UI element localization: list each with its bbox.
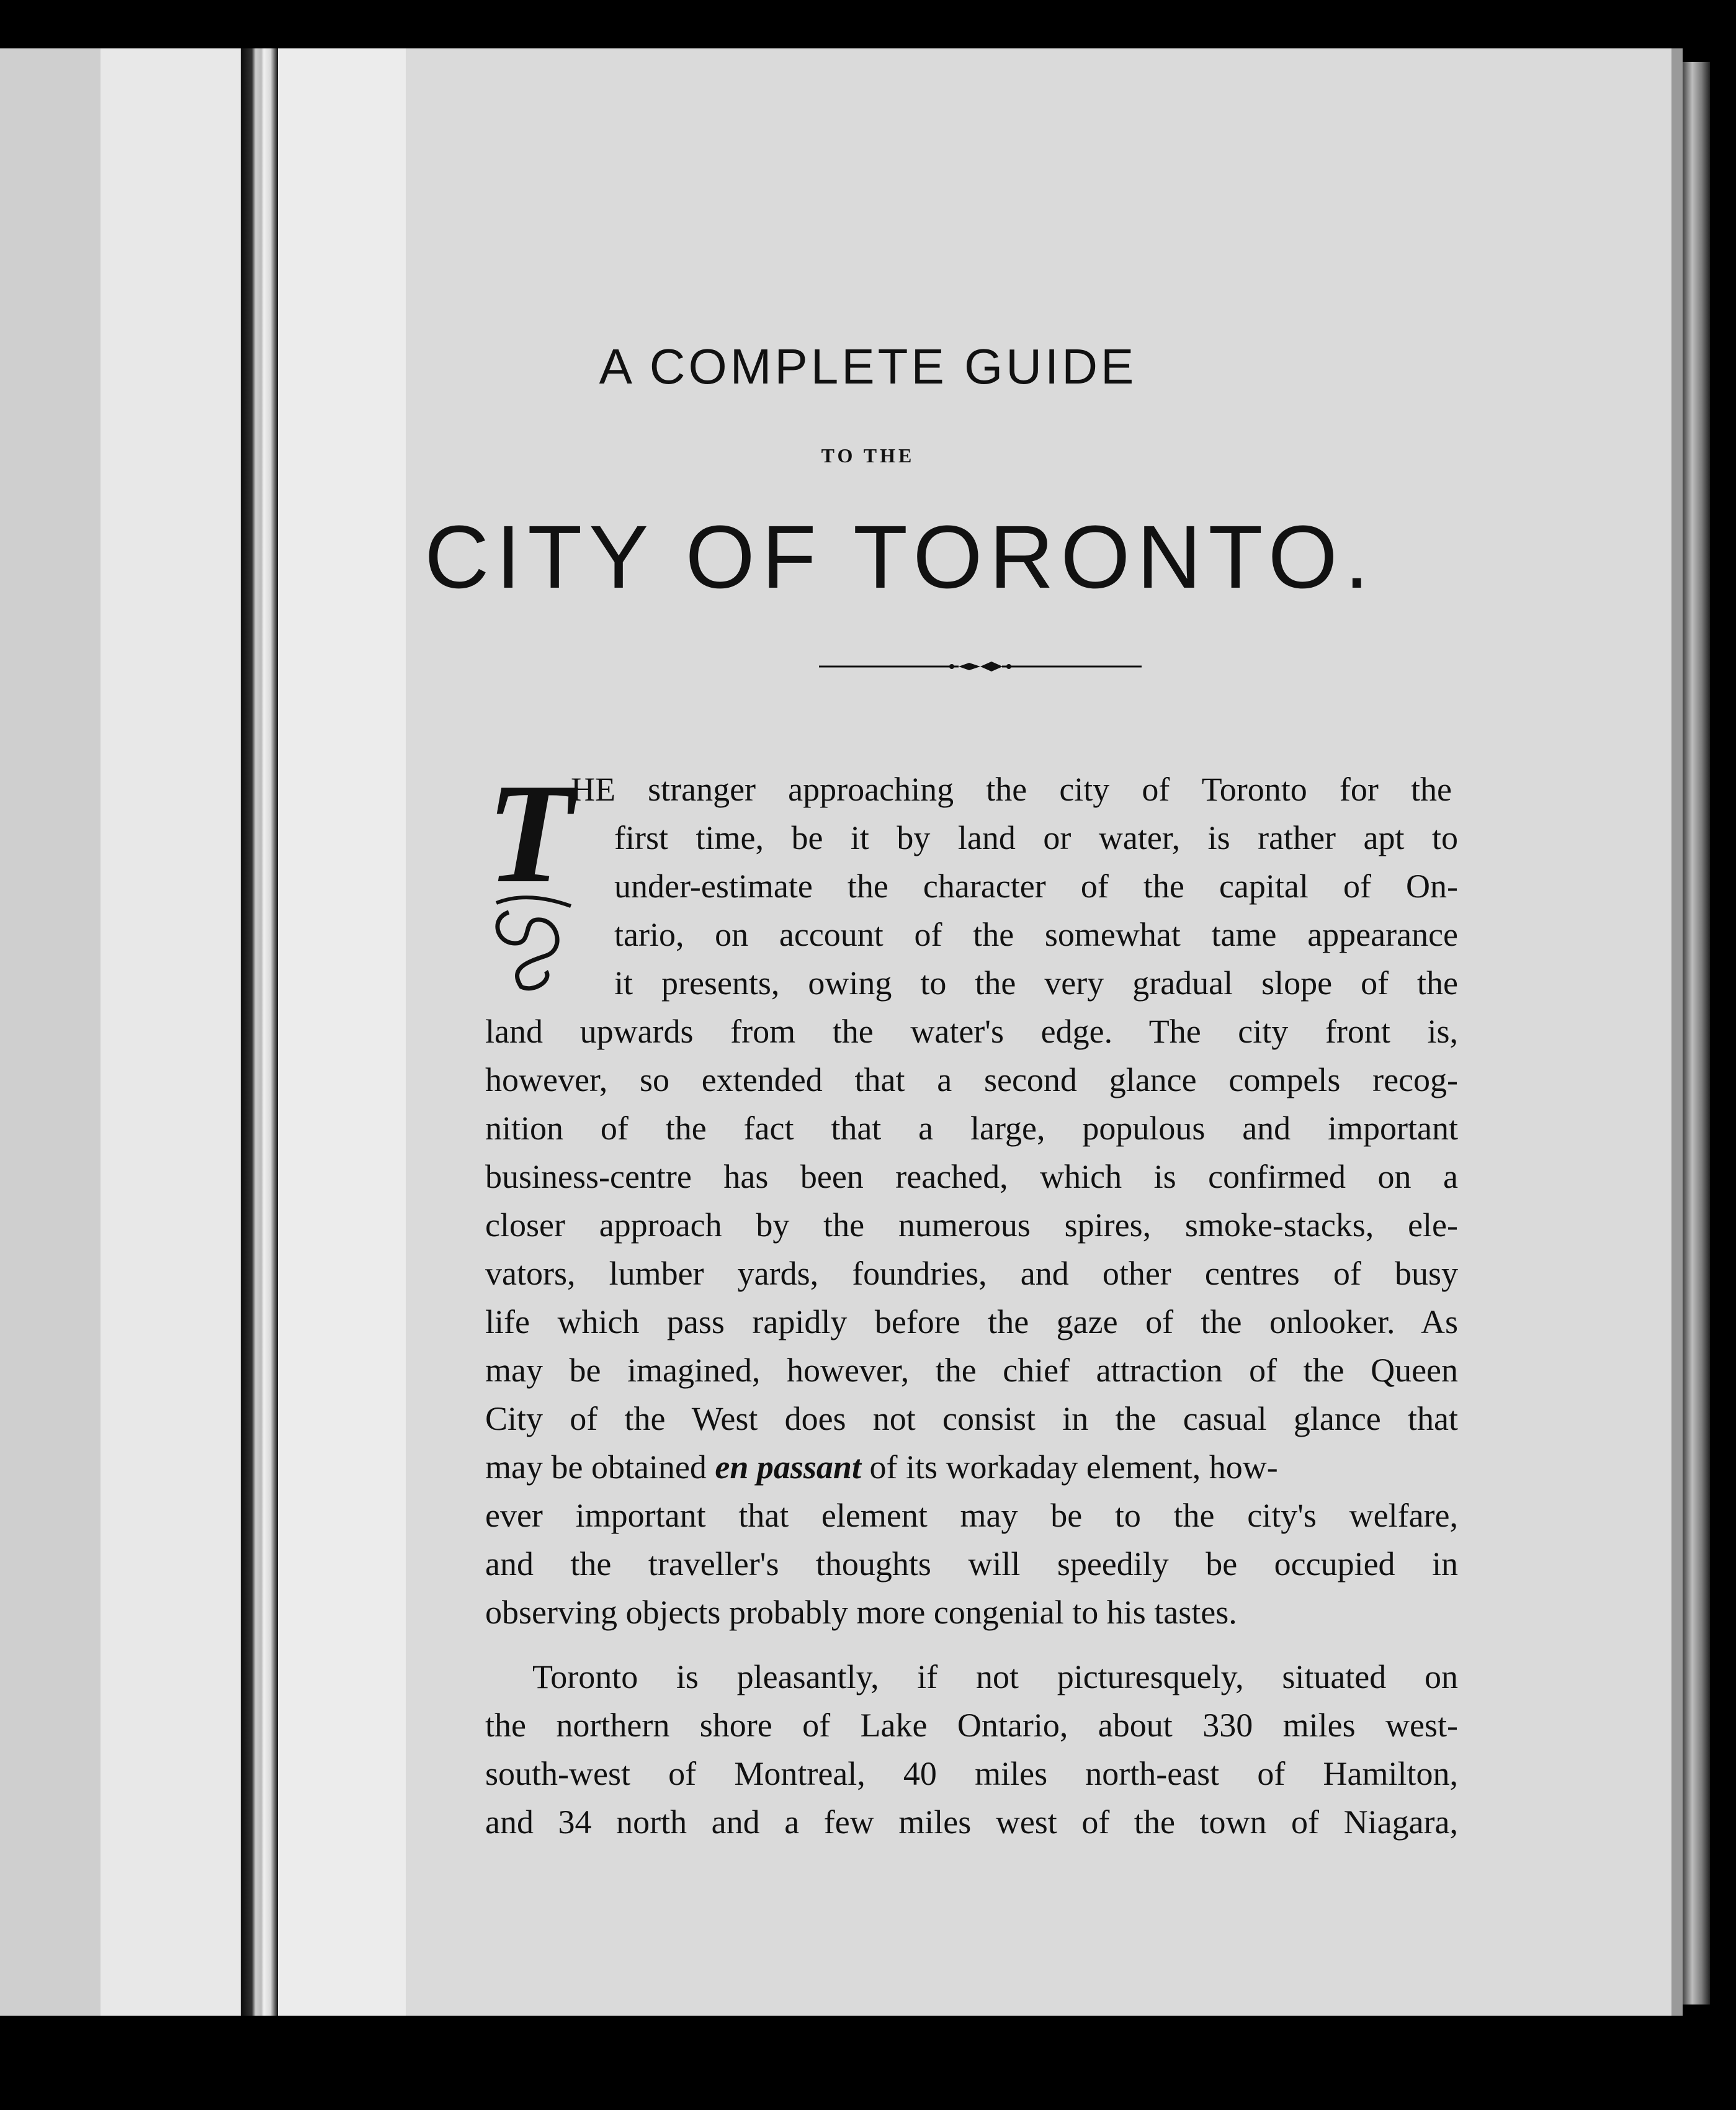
text-line: and the traveller's thoughts will speedily be occupied in xyxy=(485,1545,1458,1582)
text-line: the northern shore of Lake Ontario, about 330 miles west- xyxy=(485,1707,1458,1744)
text-line: vators, lumber yards, foundries, and other centres of busy xyxy=(485,1255,1458,1292)
text-line: observing objects probably more congenial to his tastes. xyxy=(485,1594,1237,1631)
title-line-2: TO THE xyxy=(821,444,915,467)
text-line: and 34 north and a few miles west of the town of Niagara, xyxy=(485,1803,1458,1841)
text-line: HE stranger approaching the city of Toronto for the xyxy=(571,771,1452,808)
text-line: it presents, owing to the very gradual slope of the xyxy=(614,964,1458,1002)
text-line: Toronto is pleasantly, if not picturesquely, situated on xyxy=(532,1658,1458,1695)
text-line: south-west of Montreal, 40 miles north-east of Hamilton, xyxy=(485,1755,1458,1792)
text-span: of its workaday element, how- xyxy=(869,1448,1278,1486)
title-line-1: A COMPLETE GUIDE xyxy=(599,339,1137,394)
text-line: however, so extended that a second glance compels recog- xyxy=(485,1061,1458,1098)
text-line: under-estimate the character of the capital of On- xyxy=(614,868,1458,905)
text-span: may be obtained xyxy=(485,1448,707,1486)
drop-cap-t-icon xyxy=(484,757,583,993)
text-line: land upwards from the water's edge. The city front is, xyxy=(485,1013,1458,1050)
text-line: closer approach by the numerous spires, smoke-stacks, ele- xyxy=(485,1206,1458,1244)
text-line: business-centre has been reached, which is confirmed on a xyxy=(485,1158,1458,1195)
text-line: first time, be it by land or water, is rather apt to xyxy=(614,819,1458,856)
text-line: nition of the fact that a large, populous and important xyxy=(485,1110,1458,1147)
ornament-rule-icon xyxy=(819,657,1142,676)
text-line: City of the West does not consist in the casual glance that xyxy=(485,1400,1458,1437)
page-title: CITY OF TORONTO. xyxy=(424,507,1376,607)
text-line xyxy=(485,1445,1458,1489)
drop-cap-letter: T xyxy=(486,757,574,912)
italic-phrase: en passant xyxy=(715,1448,861,1486)
text-line: ever important that element may be to the city's welfare, xyxy=(485,1497,1458,1534)
text-line: tario, on account of the somewhat tame appearance xyxy=(614,916,1458,953)
text-line: may be imagined, however, the chief attraction of the Queen xyxy=(485,1352,1458,1389)
text-line: life which pass rapidly before the gaze of the onlooker. As xyxy=(485,1303,1458,1340)
